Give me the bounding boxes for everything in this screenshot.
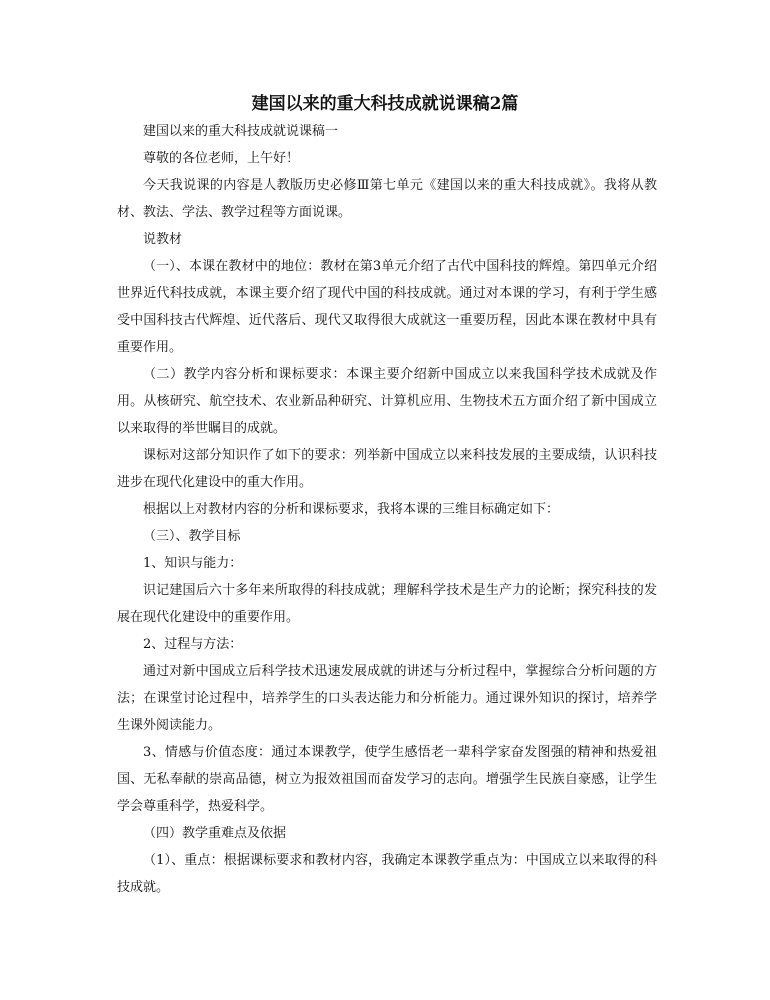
intro-paragraph: 今天我说课的内容是人教版历史必修Ⅲ第七单元《建国以来的重大科技成就》。我将从教材、教法、学法、教学过程等方面说课。	[117, 178, 657, 220]
heading-textbook: 说教材	[143, 232, 183, 247]
greeting-paragraph: 尊敬的各位老师，上午好！	[143, 151, 300, 166]
heading-process-method: 2、过程与方法：	[143, 637, 243, 652]
curriculum-standard-paragraph: 课标对这部分知识作了如下的要求：列举新中国成立以来科技发展的主要成绩，认识科技进步在现代化建设中的重大作用。	[117, 448, 657, 490]
heading-key-difficult-points: （四）教学重难点及依据	[143, 826, 287, 841]
textbook-position-paragraph: （一）、本课在教材中的地位：教材在第3单元介绍了古代中国科技的辉煌。第四单元介绍世界近代科技成就，本课主要介绍了现代中国的科技成就。通过对本课的学习，有利于学生感受中国科技古代辉煌、近代落后、现代又取得很大成就这一重要历程，因此本课在教材中具有重要作用。	[117, 259, 657, 355]
document-title: 建国以来的重大科技成就说课稿2篇	[251, 94, 519, 114]
section-heading-first: 建国以来的重大科技成就说课稿一	[143, 124, 339, 139]
knowledge-ability-paragraph: 识记建国后六十多年来所取得的科技成就；理解科学技术是生产力的论断；探究科技的发展在现代化建设中的重要作用。	[117, 583, 657, 625]
heading-knowledge-ability: 1、知识与能力：	[143, 556, 243, 571]
process-method-paragraph: 通过对新中国成立后科学技术迅速发展成就的讲述与分析过程中，掌握综合分析问题的方法；在课堂讨论过程中，培养学生的口头表达能力和分析能力。通过课外知识的探讨，培养学生课外阅读能力。	[117, 664, 657, 733]
key-point-paragraph: （1）、重点：根据课标要求和教材内容，我确定本课教学重点为：中国成立以来取得的科技成就。	[117, 853, 657, 895]
objectives-lead-paragraph: 根据以上对教材内容的分析和课标要求，我将本课的三维目标确定如下：	[143, 502, 560, 517]
document-body	[117, 118, 657, 901]
emotion-values-paragraph: 3、情感与价值态度：通过本课教学，使学生感悟老一辈科学家奋发图强的精神和热爱祖国、无私奉献的崇高品德，树立为报效祖国而奋发学习的志向。增强学生民族自豪感，让学生学会尊重科学，热爱科学。	[117, 745, 657, 814]
content-analysis-paragraph: （二）教学内容分析和课标要求：本课主要介绍新中国成立以来我国科学技术成就及作用。从核研究、航空技术、农业新品种研究、计算机应用、生物技术五方面介绍了新中国成立以来取得的举世瞩目的成就。	[117, 367, 657, 436]
heading-teaching-objectives: （三）、教学目标	[143, 529, 241, 544]
